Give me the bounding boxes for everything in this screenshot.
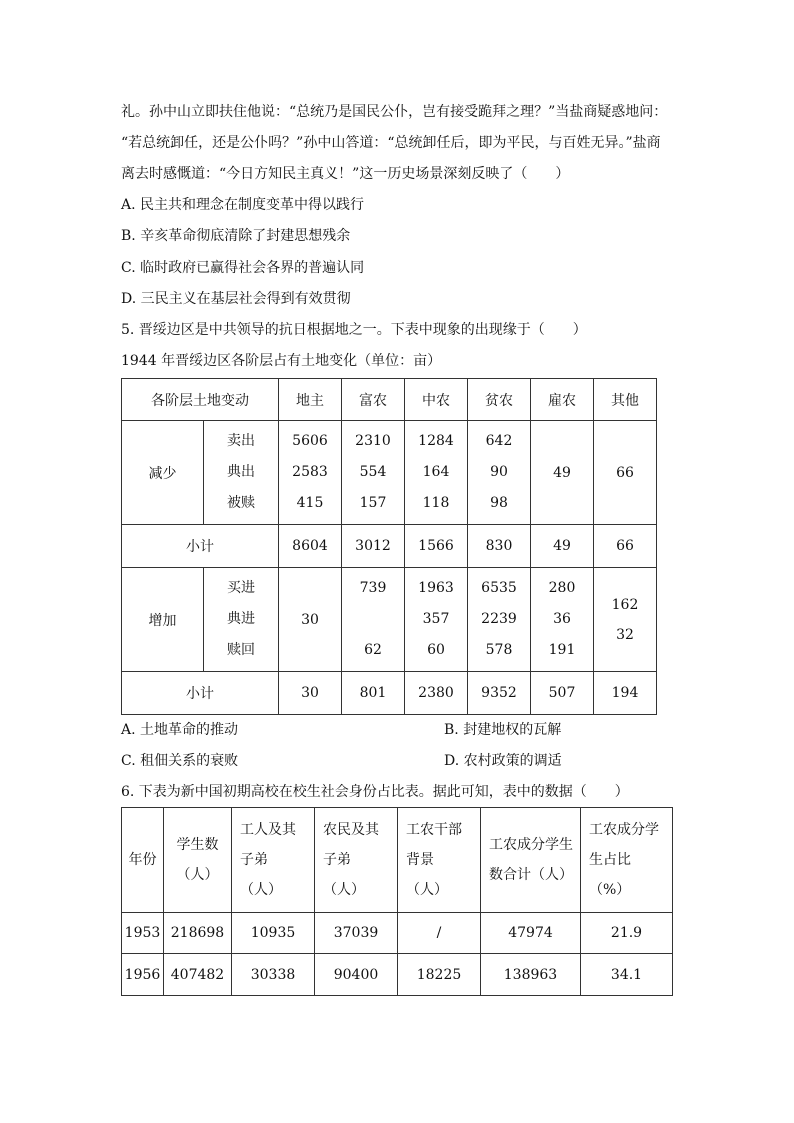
q4-option-b: B. 辛亥革命彻底清除了封建思想残余 bbox=[121, 228, 351, 244]
table-cell: 工农干部 bbox=[406, 822, 462, 838]
table-cell: 工农成分学生 bbox=[489, 837, 573, 853]
table-cell: 买进 bbox=[227, 580, 255, 596]
q5-decrease-subtotal-label: 小计 bbox=[122, 525, 279, 568]
table-cell: （人） bbox=[323, 882, 365, 898]
table-cell: 10935 bbox=[232, 913, 315, 954]
q4-option-d: D. 三民主义在基层社会得到有效贯彻 bbox=[121, 291, 351, 307]
table-cell: 1963 bbox=[418, 580, 454, 596]
table-cell bbox=[342, 604, 404, 635]
table-cell: 32 bbox=[616, 626, 634, 643]
table-cell: 415 bbox=[296, 495, 324, 511]
q5-increase-hired bbox=[531, 568, 594, 672]
q5-header-category: 各阶层土地变动 bbox=[122, 379, 279, 421]
q6-header-peasants bbox=[315, 808, 398, 913]
q6-header-students bbox=[164, 808, 232, 913]
q5-decrease-hired: 49 bbox=[531, 421, 594, 525]
table-cell: 218698 bbox=[164, 913, 232, 954]
table-cell: 164 bbox=[422, 464, 450, 480]
table-cell: 9352 bbox=[468, 672, 531, 715]
table-cell: 830 bbox=[468, 525, 531, 568]
q5-decrease-other: 66 bbox=[594, 421, 657, 525]
table-row bbox=[122, 954, 673, 996]
table-cell: 60 bbox=[427, 642, 445, 658]
table-cell: 5606 bbox=[292, 433, 328, 449]
table-cell: 3012 bbox=[342, 525, 405, 568]
q5-header-col: 地主 bbox=[279, 379, 342, 421]
q5-decrease-label: 减少 bbox=[122, 421, 204, 525]
q5-increase-other bbox=[594, 568, 657, 672]
table-cell: 2239 bbox=[481, 611, 517, 627]
table-cell: 典出 bbox=[227, 464, 255, 480]
table-cell: 162 bbox=[611, 596, 639, 613]
table-cell: 1566 bbox=[405, 525, 468, 568]
table-cell: 30 bbox=[279, 672, 342, 715]
table-cell: 194 bbox=[594, 672, 657, 715]
q6-student-table bbox=[121, 807, 673, 996]
table-cell: 49 bbox=[531, 525, 594, 568]
q5-decrease-rich bbox=[342, 421, 405, 525]
table-cell: 739 bbox=[359, 580, 387, 596]
table-cell: （人） bbox=[406, 882, 448, 898]
table-cell: 34.1 bbox=[581, 954, 673, 996]
table-cell: 农民及其 bbox=[323, 822, 379, 838]
table-cell: 数合计（人） bbox=[489, 867, 573, 883]
q5-increase-landlord: 30 bbox=[279, 568, 342, 672]
q5-decrease-poor bbox=[468, 421, 531, 525]
q5-increase-subtotal-label: 小计 bbox=[122, 672, 279, 715]
table-cell: 407482 bbox=[164, 954, 232, 996]
table-cell: 子弟 bbox=[240, 852, 268, 868]
q4-line-1: 礼。孙中山立即扶住他说：“总统乃是国民公仆，岂有接受跪拜之理？”当盐商疑惑地问： bbox=[121, 104, 668, 120]
q5-decrease-middle bbox=[405, 421, 468, 525]
q5-stem: 5. 晋绥边区是中共领导的抗日根据地之一。下表中现象的出现缘于（ ） bbox=[121, 322, 587, 338]
table-cell: 典进 bbox=[227, 611, 255, 627]
q5-header-col: 贫农 bbox=[468, 379, 531, 421]
table-cell: 子弟 bbox=[323, 852, 351, 868]
table-cell: 578 bbox=[485, 642, 513, 658]
q4-line-2: “若总统卸任，还是公仆吗？”孙中山答道：“总统卸任后，即为平民，与百姓无异。”盐商 bbox=[121, 135, 661, 151]
q4-option-c: C. 临时政府已赢得社会各界的普遍认同 bbox=[121, 260, 365, 276]
q5-header-col: 其他 bbox=[594, 379, 657, 421]
q5-increase-poor bbox=[468, 568, 531, 672]
table-cell: 1953 bbox=[122, 913, 164, 954]
table-cell: / bbox=[398, 913, 481, 954]
table-cell: 801 bbox=[342, 672, 405, 715]
table-cell: 191 bbox=[548, 642, 576, 658]
table-cell: 280 bbox=[548, 580, 576, 596]
table-cell: 37039 bbox=[315, 913, 398, 954]
q5-increase-subs bbox=[204, 568, 279, 672]
q5-increase-rich bbox=[342, 568, 405, 672]
table-cell: 1284 bbox=[418, 433, 454, 449]
q5-land-table bbox=[121, 378, 657, 715]
q5-increase-middle bbox=[405, 568, 468, 672]
table-cell: 66 bbox=[594, 525, 657, 568]
q6-header-ratio bbox=[581, 808, 673, 913]
table-cell: 357 bbox=[422, 611, 450, 627]
table-cell: 30338 bbox=[232, 954, 315, 996]
q4-option-a: A. 民主共和理念在制度变革中得以践行 bbox=[121, 197, 365, 213]
table-cell: 学生数 bbox=[176, 837, 219, 853]
table-cell: 2583 bbox=[292, 464, 328, 480]
table-cell: 90400 bbox=[315, 954, 398, 996]
table-cell: 90 bbox=[490, 464, 508, 480]
table-cell: 赎回 bbox=[227, 642, 255, 658]
q5-option-b: B. 封建地权的瓦解 bbox=[444, 722, 562, 738]
table-cell: 卖出 bbox=[227, 433, 255, 449]
q5-header-col: 雇农 bbox=[531, 379, 594, 421]
q5-header-col: 中农 bbox=[405, 379, 468, 421]
table-cell: 554 bbox=[359, 464, 387, 480]
q5-option-d: D. 农村政策的调适 bbox=[444, 753, 562, 769]
table-cell: 生占比 bbox=[589, 852, 631, 868]
table-cell: 118 bbox=[422, 495, 450, 511]
table-cell: 8604 bbox=[279, 525, 342, 568]
table-cell: 36 bbox=[553, 611, 571, 627]
table-cell: 工人及其 bbox=[240, 822, 296, 838]
q5-decrease-landlord bbox=[279, 421, 342, 525]
table-cell: 507 bbox=[531, 672, 594, 715]
q5-decrease-subs bbox=[204, 421, 279, 525]
q5-table-caption: 1944 年晋绥边区各阶层占有土地变化（单位：亩） bbox=[121, 353, 442, 369]
table-cell: 6535 bbox=[481, 580, 517, 596]
table-cell: 157 bbox=[359, 495, 387, 511]
q6-header-workers bbox=[232, 808, 315, 913]
q4-line-3: 离去时感慨道：“今日方知民主真义！”这一历史场景深刻反映了（ ） bbox=[121, 166, 570, 182]
table-cell: （%） bbox=[589, 882, 631, 898]
table-cell: 工农成分学 bbox=[589, 822, 659, 838]
table-cell: 2380 bbox=[405, 672, 468, 715]
table-cell: 背景 bbox=[406, 852, 434, 868]
table-cell: 1956 bbox=[122, 954, 164, 996]
q6-header-cadres bbox=[398, 808, 481, 913]
table-cell: 642 bbox=[485, 433, 513, 449]
table-cell: 138963 bbox=[481, 954, 581, 996]
q5-option-a: A. 土地革命的推动 bbox=[121, 722, 239, 738]
q6-header-year: 年份 bbox=[122, 808, 164, 913]
q5-header-col: 富农 bbox=[342, 379, 405, 421]
q6-stem: 6. 下表为新中国初期高校在校生社会身份占比表。据此可知，表中的数据（ ） bbox=[121, 784, 629, 800]
table-cell: 2310 bbox=[355, 433, 391, 449]
q5-option-c: C. 租佃关系的衰败 bbox=[121, 753, 239, 769]
table-cell: 98 bbox=[490, 495, 508, 511]
table-cell: 18225 bbox=[398, 954, 481, 996]
table-cell: 被赎 bbox=[227, 495, 255, 511]
q5-increase-label: 增加 bbox=[122, 568, 204, 672]
q6-header-total bbox=[481, 808, 581, 913]
table-row bbox=[122, 913, 673, 954]
table-cell: 21.9 bbox=[581, 913, 673, 954]
table-cell: （人） bbox=[240, 882, 282, 898]
table-cell: 62 bbox=[364, 642, 382, 658]
table-cell: （人） bbox=[176, 867, 219, 883]
table-cell: 47974 bbox=[481, 913, 581, 954]
